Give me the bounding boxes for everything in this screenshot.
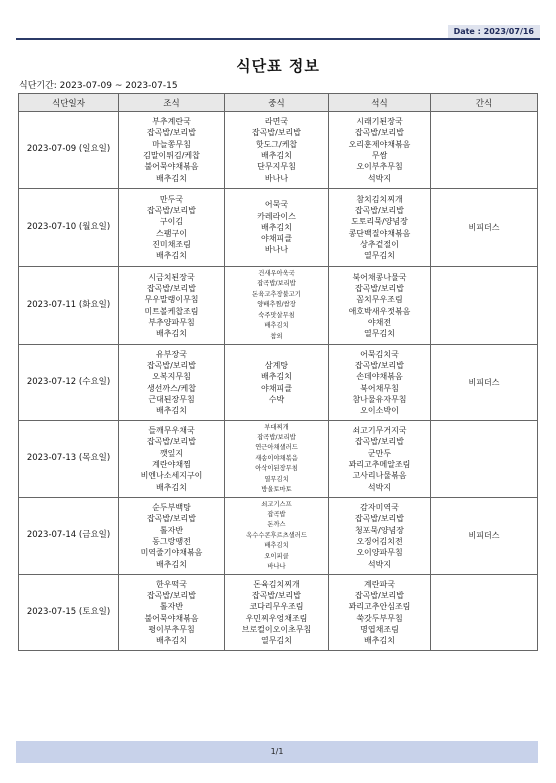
menu-period: 식단기간: 2023-07-09 ~ 2023-07-15 xyxy=(19,81,178,91)
date-cell: 2023-07-13 (목요일) xyxy=(19,421,119,498)
menu-item: 잡곡밥/보리밥 xyxy=(146,514,197,524)
menu-item: 청포묵/양념장 xyxy=(354,525,405,535)
header-divider xyxy=(16,38,540,40)
menu-item: 브로컬이오이초무침 xyxy=(241,624,312,634)
menu-item: 배추김치 xyxy=(156,329,187,339)
menu-item: 잡곡밥/보리밥 xyxy=(354,437,405,447)
menu-item: 시래기된장국 xyxy=(356,117,403,127)
menu-item: 쇠고기스프 xyxy=(261,500,292,508)
menu-item: 도토리묵/양념장 xyxy=(351,217,408,227)
table-header-row xyxy=(19,94,538,112)
menu-item: 숙주맛살무침 xyxy=(258,311,295,319)
menu-item: 평이부추무침 xyxy=(148,624,195,634)
menu-item: 라면국 xyxy=(264,117,289,127)
breakfast-cell xyxy=(119,575,225,651)
menu-item: 우민찌우엉채조림 xyxy=(245,613,308,623)
menu-item: 구이김 xyxy=(159,217,184,227)
menu-item: 스팸구이 xyxy=(156,228,187,238)
menu-item: 부대찌개 xyxy=(264,423,289,431)
menu-item: 마늘쫑무침 xyxy=(152,139,191,149)
snack-cell xyxy=(431,267,538,345)
lunch-cell xyxy=(225,267,329,345)
menu-item: 어묵김치국 xyxy=(360,349,399,359)
snack-cell xyxy=(431,112,538,189)
menu-table xyxy=(18,93,538,651)
menu-item: 꽈리고추메알조림 xyxy=(348,460,411,469)
menu-item: 명엽채조림 xyxy=(360,624,399,634)
menu-item: 배추김치 xyxy=(156,559,187,569)
menu-item: 방울토마토 xyxy=(261,486,292,494)
menu-item: 배추김치 xyxy=(264,542,289,550)
menu-item: 돈육김치찌개 xyxy=(253,579,300,589)
menu-item: 단무지무침 xyxy=(257,162,296,172)
menu-item: 오징어김치전 xyxy=(356,537,403,546)
menu-item: 배추김치 xyxy=(156,636,187,646)
menu-item: 배추김치 xyxy=(156,406,187,416)
page-footer xyxy=(16,741,538,763)
menu-item: 석박지 xyxy=(367,173,392,183)
menu-item: 잡곡밥/보리밥 xyxy=(354,360,405,370)
menu-item: 손데야채볶음 xyxy=(356,372,403,382)
menu-item: 근대된장무침 xyxy=(148,394,195,404)
table-row xyxy=(19,112,538,189)
menu-item: 상추겉절이 xyxy=(360,239,399,249)
dinner-cell xyxy=(329,498,431,575)
menu-item: 삼계탕 xyxy=(264,360,289,370)
menu-item: 오이부추무침 xyxy=(356,162,403,172)
menu-item: 미역줄기야채볶음 xyxy=(140,548,203,558)
menu-item: 시금치된장국 xyxy=(148,272,195,282)
menu-item: 배추김치 xyxy=(156,251,187,261)
menu-item: 참치김치찌개 xyxy=(356,194,403,204)
menu-item: 배추김치 xyxy=(156,173,187,183)
menu-item: 잡곡밥/보리밥 xyxy=(146,205,197,215)
menu-item: 감자미역국 xyxy=(360,503,399,513)
snack-cell xyxy=(431,345,538,421)
menu-item: 배추김치 xyxy=(156,482,187,492)
menu-item: 계란야채찜 xyxy=(152,460,191,469)
menu-item: 부추양파무침 xyxy=(148,317,195,327)
date-cell: 2023-07-15 (토요일) xyxy=(19,575,119,651)
lunch-cell xyxy=(225,189,329,267)
menu-item: 옥수수콘후르츠샐러드 xyxy=(246,531,307,539)
menu-item: 진미채조림 xyxy=(152,239,191,249)
menu-item: 잡곡밥/보리밥 xyxy=(146,128,197,138)
menu-item: 쇠고기무거지국 xyxy=(352,426,407,436)
dinner-cell xyxy=(329,112,431,189)
breakfast-cell xyxy=(119,345,225,421)
column-header-dinner: 석식 xyxy=(329,94,431,112)
menu-item: 잡곡밥/보리밥 xyxy=(146,360,197,370)
dinner-cell xyxy=(329,189,431,267)
menu-item: 깻잎지 xyxy=(159,448,184,458)
dinner-cell xyxy=(329,345,431,421)
menu-item: 북어채콩나물국 xyxy=(352,272,407,282)
menu-item: 배추김치 xyxy=(261,151,292,160)
breakfast-cell xyxy=(119,267,225,345)
lunch-cell xyxy=(225,345,329,421)
menu-item: 들깨무우채국 xyxy=(148,426,195,436)
menu-item: 김말이튀김/케찹 xyxy=(143,151,200,160)
menu-item: 톨자반 xyxy=(159,525,184,535)
menu-item: 바나나 xyxy=(264,173,289,183)
menu-item: 석박지 xyxy=(367,482,392,492)
menu-item: 수박 xyxy=(268,394,285,404)
menu-item: 불어묵야채볶음 xyxy=(144,162,199,172)
breakfast-cell xyxy=(119,112,225,189)
date-cell: 2023-07-11 (화요일) xyxy=(19,267,119,345)
menu-item: 오이양파무침 xyxy=(356,548,403,558)
column-header-date: 식단일자 xyxy=(19,94,119,112)
column-header-breakfast: 조식 xyxy=(119,94,225,112)
menu-item: 비피더스 xyxy=(468,222,500,232)
menu-item: 잡곡밥/보리밥 xyxy=(257,280,296,288)
menu-item: 군만두 xyxy=(367,448,392,458)
dinner-cell xyxy=(329,421,431,498)
menu-item: 잡곡밥/보리밥 xyxy=(354,205,405,215)
menu-item: 돈까스 xyxy=(267,521,286,529)
menu-item: 잡곡밥/보리밥 xyxy=(251,128,302,138)
report-date-badge: Date : 2023/07/16 xyxy=(448,25,540,38)
table-row xyxy=(19,421,538,498)
menu-item: 양배추찜/쌈장 xyxy=(257,301,296,309)
menu-item: 비피더스 xyxy=(468,377,500,387)
menu-item: 배추김치 xyxy=(261,372,292,382)
date-cell: 2023-07-12 (수요일) xyxy=(19,345,119,421)
menu-item: 애호박새우젓볶음 xyxy=(348,306,411,316)
snack-cell xyxy=(431,575,538,651)
menu-item: 잡곡밥/보리밥 xyxy=(354,128,405,138)
menu-item: 잡곡밥/보리밥 xyxy=(354,514,405,524)
menu-item: 무우말랭이무침 xyxy=(144,295,199,305)
menu-item: 야채피클 xyxy=(261,383,292,393)
dinner-cell xyxy=(329,575,431,651)
menu-item: 부추계란국 xyxy=(152,117,191,127)
menu-item: 생선까스/케찹 xyxy=(146,383,197,393)
menu-item: 바나나 xyxy=(264,245,289,255)
table-row xyxy=(19,498,538,575)
menu-item: 꼼치무우조림 xyxy=(356,295,403,305)
page-title: 식단표 정보 xyxy=(236,57,320,75)
menu-item: 어묵국 xyxy=(264,200,289,210)
menu-item: 잡곡밥/보리밥 xyxy=(146,283,197,293)
menu-item: 참외 xyxy=(270,332,283,340)
table-row xyxy=(19,575,538,651)
menu-item: 코다리무우조림 xyxy=(249,602,304,612)
menu-item: 잡곡밥/보리밥 xyxy=(354,590,405,600)
menu-item: 불어묵야채볶음 xyxy=(144,613,199,623)
menu-item: 쑥갓두부무침 xyxy=(356,613,403,623)
menu-item: 연근아채샐러드 xyxy=(255,444,298,452)
menu-item: 배추김치 xyxy=(364,636,395,646)
snack-cell xyxy=(431,189,538,267)
menu-item: 잡곡밥/보리밥 xyxy=(257,433,296,441)
menu-item: 비엔나소세지구이 xyxy=(140,471,203,481)
menu-item: 잡곡밥/보리밥 xyxy=(146,437,197,447)
menu-item: 미트볼케찹조림 xyxy=(144,306,199,316)
menu-item: 건새우아욱국 xyxy=(258,270,295,278)
menu-item: 만두국 xyxy=(159,194,184,204)
menu-item: 배추김치 xyxy=(264,322,289,330)
menu-item: 아삭이된장무침 xyxy=(255,465,298,473)
menu-item: 열무김치 xyxy=(264,475,289,483)
menu-item: 열무김치 xyxy=(364,251,395,261)
menu-item: 카레라이스 xyxy=(257,211,296,221)
menu-item: 계란파국 xyxy=(364,579,395,589)
menu-item: 오리훈제야채볶음 xyxy=(348,139,411,149)
lunch-cell xyxy=(225,575,329,651)
menu-item: 잡곡밥 xyxy=(267,510,286,518)
table-row xyxy=(19,189,538,267)
date-cell: 2023-07-14 (금요일) xyxy=(19,498,119,575)
column-header-snack: 간식 xyxy=(431,94,538,112)
table-row xyxy=(19,345,538,421)
menu-item: 오이소박이 xyxy=(360,406,399,416)
menu-item: 꽈리고추안심조림 xyxy=(348,602,411,612)
date-cell: 2023-07-09 (일요일) xyxy=(19,112,119,189)
menu-item: 석박지 xyxy=(367,559,392,569)
date-cell: 2023-07-10 (월요일) xyxy=(19,189,119,267)
menu-item: 돈육고추장불고기 xyxy=(252,290,301,298)
menu-item: 열무김치 xyxy=(364,329,395,339)
menu-item: 동그랑땡전 xyxy=(152,537,191,546)
menu-item: 잡곡밥/보리밥 xyxy=(354,283,405,293)
lunch-cell xyxy=(225,421,329,498)
menu-item: 새송이야채볶음 xyxy=(255,454,298,462)
menu-item: 무쌈 xyxy=(371,151,388,160)
breakfast-cell xyxy=(119,189,225,267)
lunch-cell xyxy=(225,498,329,575)
menu-item: 오이피클 xyxy=(264,552,289,560)
menu-item: 잡곡밥/보리밥 xyxy=(146,590,197,600)
menu-item: 배추김치 xyxy=(261,222,292,232)
table-row xyxy=(19,267,538,345)
menu-item: 순두부백탕 xyxy=(152,503,191,513)
menu-item: 야채피클 xyxy=(261,234,292,244)
snack-cell xyxy=(431,498,538,575)
menu-item: 톨자반 xyxy=(159,602,184,612)
menu-item: 야채전 xyxy=(367,317,392,327)
breakfast-cell xyxy=(119,421,225,498)
menu-item: 참나물유자무침 xyxy=(352,394,407,404)
lunch-cell xyxy=(225,112,329,189)
menu-item: 한우떡국 xyxy=(156,579,187,589)
menu-item: 열무김치 xyxy=(261,636,292,646)
snack-cell xyxy=(431,421,538,498)
dinner-cell xyxy=(329,267,431,345)
page-number: 1/1 xyxy=(270,747,284,756)
menu-item: 오복지무침 xyxy=(152,372,191,382)
menu-item: 잡곡밥/보리밥 xyxy=(251,590,302,600)
menu-item: 유부장국 xyxy=(156,349,187,359)
menu-item: 북어채무침 xyxy=(360,383,399,393)
menu-item: 고사리나물볶음 xyxy=(352,471,407,481)
menu-item: 바나나 xyxy=(267,563,286,571)
breakfast-cell xyxy=(119,498,225,575)
column-header-lunch: 중식 xyxy=(225,94,329,112)
menu-item: 비피더스 xyxy=(468,531,500,541)
menu-item: 콩단백질야채볶음 xyxy=(348,228,411,238)
menu-item: 핫도그/케찹 xyxy=(255,139,298,149)
